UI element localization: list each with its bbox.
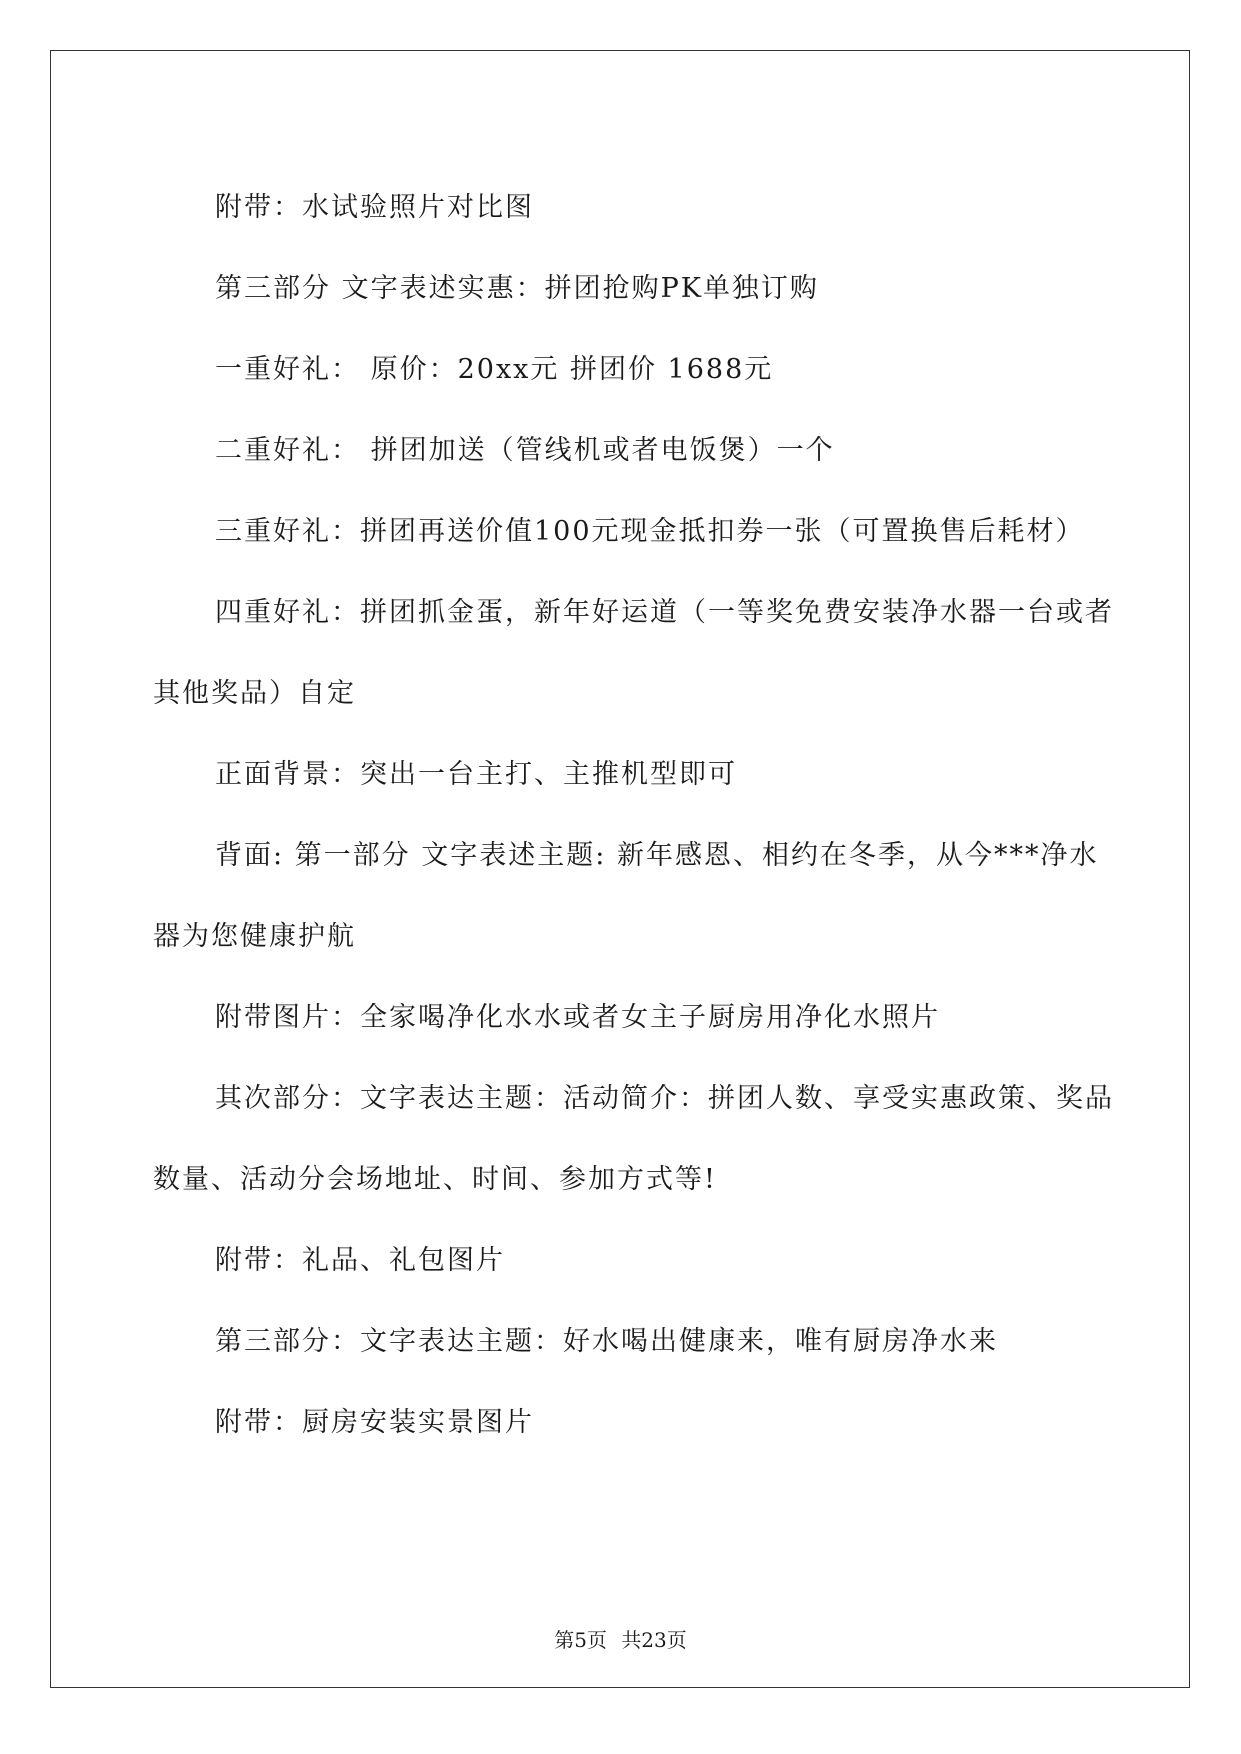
- paragraph: 第三部分 文字表述实惠：拼团抢购PK单独订购: [215, 273, 819, 304]
- paragraph: 附带：水试验照片对比图: [215, 192, 534, 223]
- page-number: 第5页: [554, 1628, 607, 1652]
- paragraph: 四重好礼：拼团抓金蛋，新年好运道（一等奖免费安装净水器一台或者其他奖品）自定: [153, 597, 1114, 709]
- paragraph: 背面: 第一部分 文字表述主题: 新年感恩、相约在冬季，从今***净水器为您健康护航: [153, 840, 1099, 952]
- paragraph: 附带：礼品、礼包图片: [215, 1245, 505, 1276]
- page-total: 共23页: [621, 1628, 687, 1652]
- page-footer: [0, 1624, 1241, 1653]
- paragraph: 附带：厨房安装实景图片: [215, 1407, 534, 1438]
- paragraph: 其次部分：文字表达主题：活动简介：拼团人数、享受实惠政策、奖品数量、活动分会场地址、时间、参加方式等!: [153, 1083, 1114, 1195]
- paragraph: 二重好礼： 拼团加送（管线机或者电饭煲）一个: [215, 435, 835, 466]
- paragraph: 三重好礼：拼团再送价值100元现金抵扣券一张（可置换售后耗材）: [215, 516, 1085, 547]
- paragraph: 正面背景：突出一台主打、主推机型即可: [215, 759, 737, 790]
- paragraph: 附带图片：全家喝净化水水或者女主子厨房用净化水照片: [215, 1002, 940, 1033]
- paragraph: 第三部分：文字表达主题：好水喝出健康来，唯有厨房净水来: [215, 1326, 998, 1357]
- paragraph: 一重好礼： 原价：20xx元 拼团价 1688元: [215, 354, 774, 385]
- document-body: [153, 167, 1116, 1463]
